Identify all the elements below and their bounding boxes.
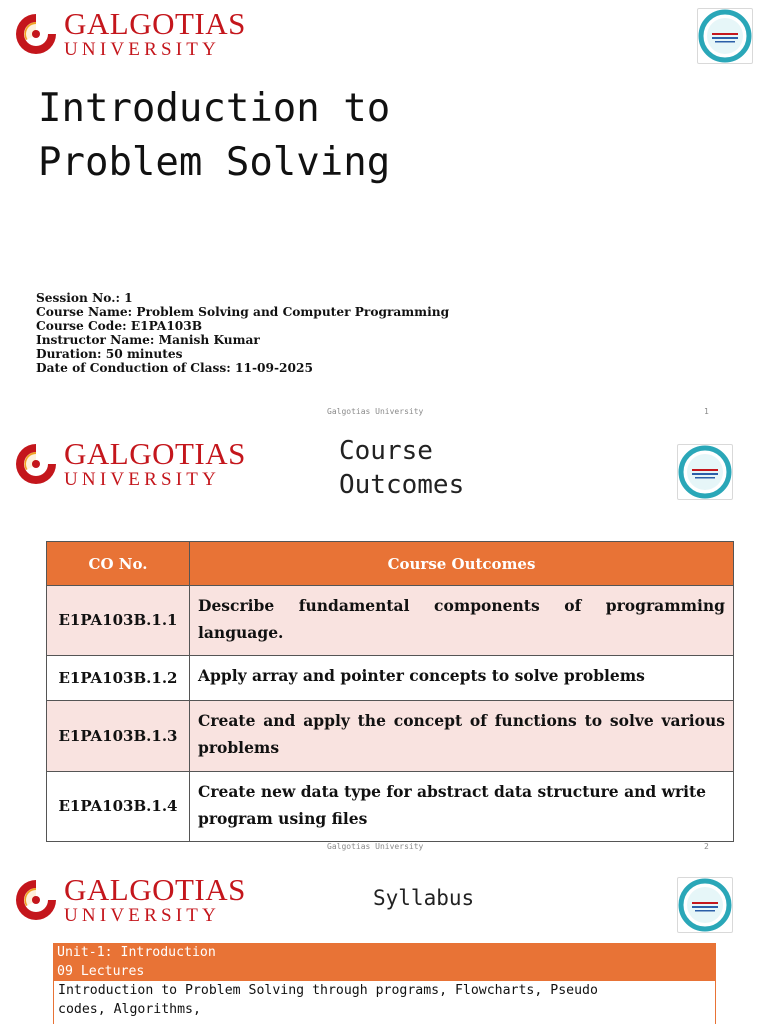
- co-text: Describe fundamental components of programming language.: [190, 586, 734, 656]
- co-text: Apply array and pointer concepts to solve problems: [190, 656, 734, 701]
- header-co-no: CO No.: [47, 542, 190, 586]
- slide-1: [0, 0, 768, 424]
- title-line-2: Problem Solving: [38, 140, 391, 185]
- university-logo: [12, 8, 246, 59]
- logo-sub: UNIVERSITY: [64, 905, 220, 926]
- duration: Duration: 50 minutes: [36, 346, 183, 361]
- course-code: Course Code: E1PA103B: [36, 318, 203, 333]
- logo-name: GALGOTIAS: [64, 872, 246, 907]
- title-line-2: Outcomes: [339, 470, 465, 500]
- table-row: [47, 656, 734, 701]
- co-text: Create and apply the concept of functions to solve various problems: [190, 701, 734, 772]
- swirl-logo-icon: [12, 440, 60, 488]
- table-header-row: [47, 542, 734, 586]
- page-number: 2: [704, 842, 709, 851]
- co-code: E1PA103B.1.2: [47, 656, 190, 701]
- swirl-logo-icon: [12, 10, 60, 58]
- qscale-badge-icon: [677, 444, 733, 500]
- unit-content: [53, 981, 716, 1024]
- slide-footer: Galgotias University: [327, 407, 424, 416]
- class-date: Date of Conduction of Class: 11-09-2025: [36, 360, 313, 375]
- university-logo: [12, 438, 246, 489]
- logo-sub: UNIVERSITY: [64, 469, 220, 490]
- co-text: Create new data type for abstract data structure and write program using files: [190, 772, 734, 842]
- qscale-badge-icon: [697, 8, 753, 64]
- course-name: Course Name: Problem Solving and Computer Programming: [36, 304, 450, 319]
- session-details: [36, 292, 449, 375]
- content-line-1: Introduction to Problem Solving through programs, Flowcharts, Pseudo: [58, 983, 598, 998]
- table-row: [47, 701, 734, 772]
- slide-title: Syllabus: [373, 886, 475, 910]
- slide-title: [339, 434, 464, 502]
- unit-header: [53, 943, 716, 981]
- logo-name: GALGOTIAS: [64, 6, 246, 41]
- co-code: E1PA103B.1.4: [47, 772, 190, 842]
- header-course-outcomes: Course Outcomes: [190, 542, 734, 586]
- table-row: [47, 586, 734, 656]
- slide-2: [0, 424, 768, 854]
- university-logo: [12, 874, 246, 925]
- qscale-badge-icon: [677, 877, 733, 933]
- lecture-count: 09 Lectures: [57, 964, 145, 979]
- instructor-name: Instructor Name: Manish Kumar: [36, 332, 260, 347]
- swirl-logo-icon: [12, 876, 60, 924]
- co-code: E1PA103B.1.3: [47, 701, 190, 772]
- presentation-title: [38, 82, 390, 190]
- session-number: Session No.: 1: [36, 291, 133, 305]
- logo-sub: UNIVERSITY: [64, 39, 220, 60]
- course-outcomes-table: [46, 541, 734, 842]
- title-line-1: Course: [339, 436, 433, 466]
- content-line-2: codes, Algorithms,: [58, 1002, 201, 1017]
- slide-footer: Galgotias University: [327, 842, 424, 851]
- title-line-1: Introduction to: [38, 86, 391, 131]
- unit-heading: Unit-1: Introduction: [57, 945, 216, 960]
- table-row: [47, 772, 734, 842]
- logo-name: GALGOTIAS: [64, 436, 246, 471]
- slide-3: [0, 854, 768, 1024]
- co-code: E1PA103B.1.1: [47, 586, 190, 656]
- syllabus-table: [53, 943, 716, 1024]
- page-number: 1: [704, 407, 709, 416]
